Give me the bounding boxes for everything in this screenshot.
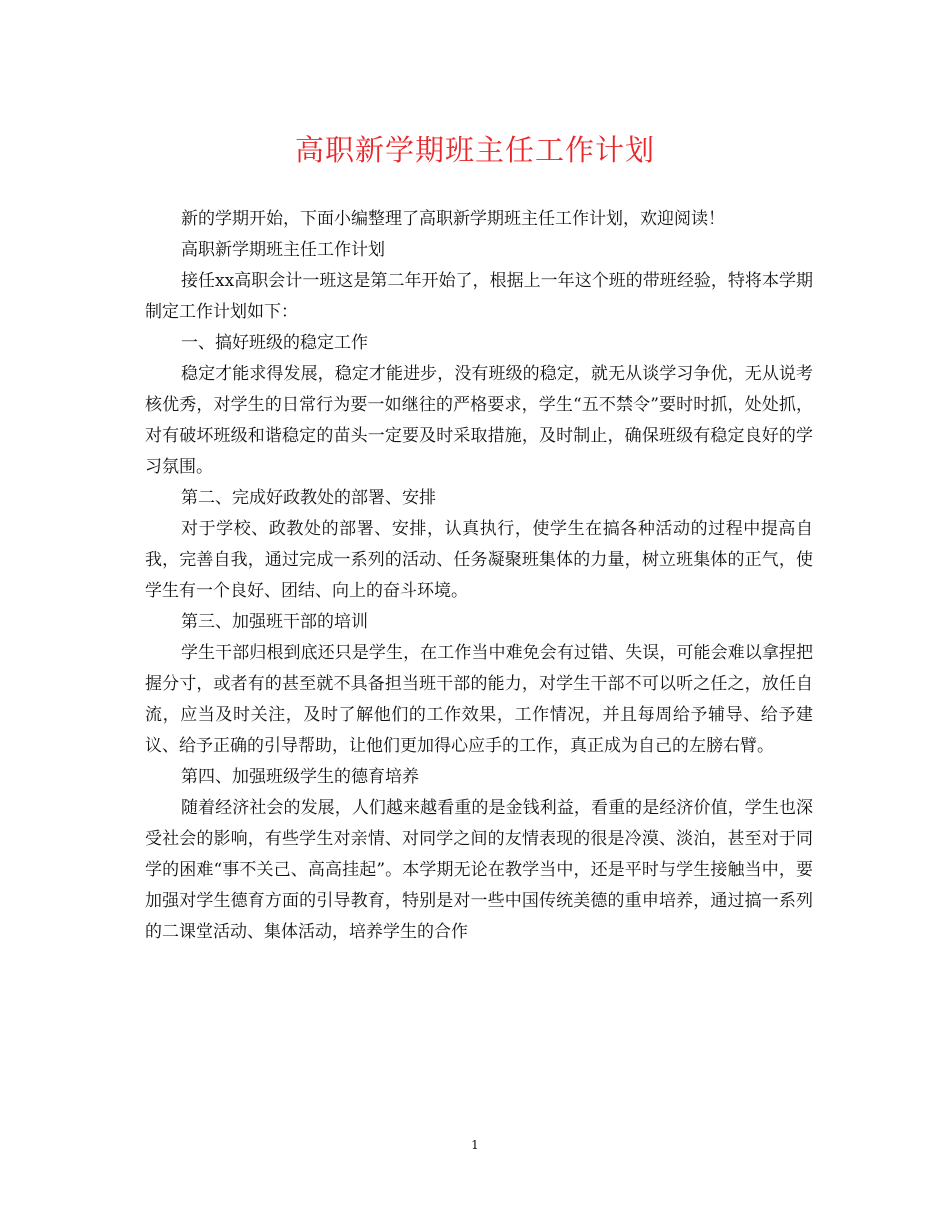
section-heading-2: 第二、完成好政教处的部署、安排	[181, 488, 436, 508]
section-heading-1: 一、搞好班级的稳定工作	[181, 333, 368, 353]
section-text-4: 随着经济社会的发展，人们越来越看重的是金钱利益，看重的是经济价值，学生也深受社会的影响，有些学生对亲情、对同学之间的友情表现的很是冷漠、淡泊，甚至对于同学的困难“事不关己、高高挂起”。本学期无论在教学当中，还是平时与学生接触当中，要加强对学生德育方面的引导教育，特别是对一些中国传统美德的重申培养，通过搞一系列的二课堂活动、集体活动，培养学生的合作	[145, 798, 813, 942]
section-text-3: 学生干部归根到底还只是学生，在工作当中难免会有过错、失误，可能会难以拿捏把握分寸，或者有的甚至就不具备担当班干部的能力，对学生干部不可以听之任之，放任自流，应当及时关注，及时了解他们的工作效果，工作情况，并且每周给予辅导、给予建议、给予正确的引导帮助，让他们更加得心应手的工作，真正成为自己的左膀右臂。	[145, 643, 813, 756]
page-number: 1	[471, 1138, 479, 1152]
section-text-2: 对于学校、政教处的部署、安排，认真执行，使学生在搞各种活动的过程中提高自我，完善自我，通过完成一系列的活动、任务凝聚班集体的力量，树立班集体的正气，使学生有一个良好、团结、向上的奋斗环境。	[145, 519, 813, 601]
intro-paragraph: 新的学期开始，下面小编整理了高职新学期班主任工作计划，欢迎阅读！	[181, 209, 725, 229]
page-title: 高职新学期班主任工作计划	[294, 133, 655, 167]
section-heading-3: 第三、加强班干部的培训	[181, 612, 368, 632]
document-body	[145, 204, 813, 948]
opening-paragraph: 接任xx高职会计一班这是第二年开始了，根据上一年这个班的带班经验，特将本学期制定工作计划如下：	[145, 271, 813, 322]
section-text-1: 稳定才能求得发展，稳定才能进步，没有班级的稳定，就无从谈学习争优，无从说考核优秀，对学生的日常行为要一如继往的严格要求，学生“五不禁令”要时时抓，处处抓，对有破坏班级和谐稳定的苗头一定要及时采取措施，及时制止，确保班级有稳定良好的学习氛围。	[145, 364, 813, 477]
subtitle: 高职新学期班主任工作计划	[181, 240, 385, 260]
section-heading-4: 第四、加强班级学生的德育培养	[181, 767, 419, 787]
